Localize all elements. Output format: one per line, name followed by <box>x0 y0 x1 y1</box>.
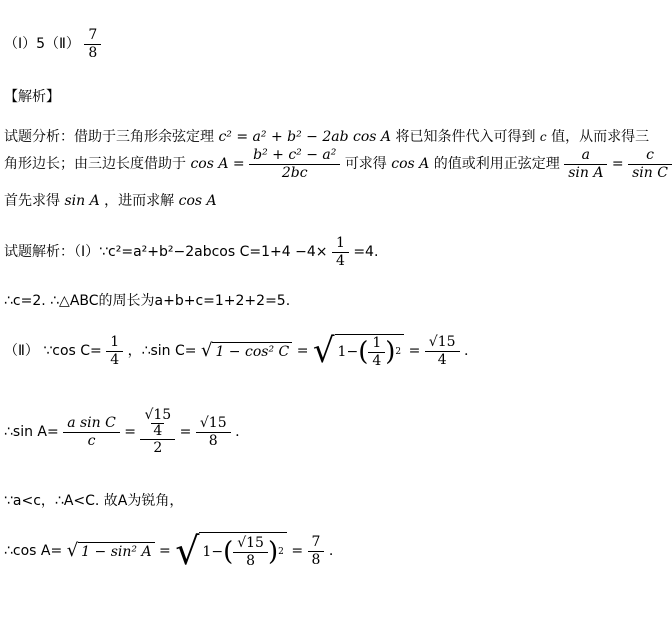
sqrt-1-minus-cos2C: √ 1 − cos² C <box>201 342 292 360</box>
quarter-fraction: $\frac{1}{4}$ <box>334 236 347 268</box>
solution-line-3: （Ⅱ） ∵cos C= $\frac{1}{4}$ ，∴sin C= √ 1 − cos² C = √ 1− ( $\frac{1}{4}$ ) 2 = $\frac{√15}{4}$ . <box>4 331 469 372</box>
answer-line <box>4 28 101 60</box>
analysis-line-3: 首先求得 sin A ，进而求解 cos A <box>4 193 217 209</box>
analysis-line-2: 角形边长；由三边长度借助于 cos A = $\frac{\text{b² + c² − a²}}{2bc}$ 可求得 cos A 的值或利用正弦定理 $\frac{a}{\text{sin A}}$ = $\frac{c}{\text{sin C}}$ <box>4 148 672 180</box>
sine-law-left: $\frac{a}{\text{sin A}}$ <box>566 148 605 180</box>
solution-line-2: ∴c=2. ∴△ABC的周长为a+b+c=1+2+2=5. <box>4 293 291 309</box>
cosA-fraction: $\frac{\text{b² + c² − a²}}{2bc}$ <box>251 148 338 180</box>
solution-line-4: ∴sin A= $\frac{\text{a sin C}}{c}$ = √15 4 2 = $\frac{√15}{8}$ . <box>4 407 240 457</box>
cosine-law: c² = a² + b² − 2ab cos A <box>218 129 392 145</box>
compound-fraction: √15 4 2 <box>142 408 173 456</box>
answer-parts: （Ⅰ）5（Ⅱ） <box>4 36 80 53</box>
solution-line-6: ∴cos A= √ 1 − sin² A = √ 1− ( $\frac{√15}{8}$ ) 2 = $\frac{7}{8}$ . <box>4 529 334 573</box>
answer-fraction: $\frac{7}{8}$ <box>86 28 99 60</box>
sine-law-right: $\frac{c}{\text{sin C}}$ <box>630 148 670 180</box>
solution-line-5: ∵a<c，∴A<C. 故A为锐角， <box>4 493 184 509</box>
section-title: 【解析】 <box>4 89 60 105</box>
solution-line-1: 试题解析：（Ⅰ）∵c²=a²+b²−2abcos C=1+4 −4× $\frac{1}{4}$ =4. <box>4 235 379 269</box>
analysis-line-1: 试题分析：借助于三角形余弦定理 c² = a² + b² − 2ab cos A 将已知条件代入可得到 c 值，从而求得三 <box>4 129 650 145</box>
sqrt-1-minus-sqrt15-over-8-squared: √ 1− ( $\frac{√15}{8}$ ) 2 <box>175 532 287 570</box>
sqrt-1-minus-sin2A: √ 1 − sin² A <box>67 542 155 560</box>
sqrt-1-minus-quarter-squared: √ 1− ( $\frac{1}{4}$ ) 2 <box>313 334 404 368</box>
